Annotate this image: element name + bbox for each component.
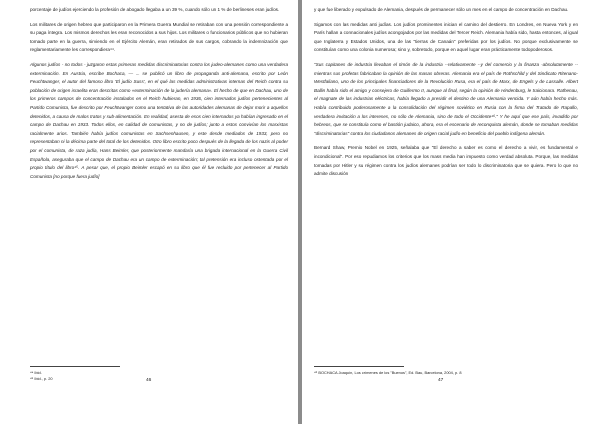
footnote-45: ⁴⁵ Ibid., p. 20 xyxy=(30,376,53,381)
footnote-44: ⁴⁴ Ibid. xyxy=(30,370,42,375)
right-paragraph-3: "Sus capitanes de industria llevaban el timón de la industria --relativamente --y del comercio y la finanza -absolutamente --mientras sus profetas fabricaban la opinión de las masas obreras. Alemania era el país de Rothschild y del Sindicato Ritenano-Westfaliano, uno de los principales financiadores de la Revolución Rusa, era el país de Marx, de Engels y de Lassalle. Albert Ballin había sido el amigo y consejero de Guillermo II, aunque al final, según la opinión de Hindenburg, le traicionara. Rathenau, el magnate de las industrias eléctricas, había llegado a presidir el destino de una Alemania vencida. Y aún había hecho más. Había contribuido poderosamente a la consolidación del régimen soviético en Rusia con la firma del Tratado de Rapallo, verdadera invitación a los intereses, no sólo de Alemania, sino de todo el Occidente⁴⁶." Y he aquí que ese país, invadido por hebreos, que se constituía como el bastión judaico, ahora, era el escenario de reconquista alemán, donde se tomaban medidas "discriminatorias" contra los ciudadanos alemanes de origen racial judío en beneficio del pueblo indígena alemán. xyxy=(314,61,578,136)
page-number: 47 xyxy=(438,378,444,383)
left-paragraph-3: Algunos judíos - no todos - juzgaron estas primeras medidas discriminatorias contra los judeo-alemanes como una verdadera exterminación. En Austria, escribe Bochaca, — ... se publicó un libro de propaganda anti-alemana, escrito por León Feuchtwanger, el autor del famoso libro 'El judío Suss', en el qué las medidas administrativas internas del Reich contra su población de origen israelita eran descritas como «exterminación de la judería alemana». El hecho de que en Dachau, uno de los primeros campos de concentración instalados en el Reich hubieran, en 1936, cien internados judíos pertenecientes al Partido Comunista, fue descrito por Feuchtwanger como una tentativa de las autoridades alemanas de dejar morir a aquellos detenidos, a causa de malos tratos y sub-alimentación. En realidad, asesta de esos cien internados ya habían ingresado en el campo de Dachau en 1933. Todos ellos, en calidad de comunistas, y no de judíos; junto a estos convivían los marxistas racialmente arios. También había judíos comunistas en Sachsenhausen, y este desde mediados de 1933, pero no representaban ni la décima parte del total de los detenidos. Otro libro escrito poco después de la llegada de los nazis al poder por el comunista, de raza judía, Hans Beimler, que posteriormente mandaría una brigada internacional en la Guerra Civil Española, aseguraba que el campo de Dachau era un campo de exterminación; tal pretensión era incluso ostentada por el propio título del libro⁴⁵. A pesar que, el propio Beimler escapó en su libro que él fue recluido por pertenecer al Partido Comunista [no porque fuera judío] xyxy=(30,61,288,179)
footnote-rule xyxy=(314,366,404,367)
right-paragraph-2: Sigamos con las medidas anti judías. Los judíos prominentes inician el camino del destierro. En Londres, en Nueva York y en París hallan a connacionales judíos acongojados por las medidas del Tercer Reich. Alemania había sido, hasta entonces, al igual que Inglaterra y Estados Unidos, una de las "tierras de Canaán" preferidas por los judíos. No porque exclusivamente se constituían como una colonia numerosa; sino y, sobretodo, porque en aquel lugar eran prácticamente todopoderosos. xyxy=(314,21,578,53)
left-page xyxy=(0,0,298,424)
right-paragraph-4: Bernard Shaw, Premio Nobel en 1925, señalaba que "El derecho a saber es como el derecho a vivir, es fundamental e incondicional". Por eso repudiamos los criterios que los mass media han impuesto como verdad absoluta. Porque, las medidas tomadas por Hitler y su régimen contra los judíos alemanes podrían ser todo lo discriminatoria que se quiera. Pero lo que no admite discusión xyxy=(314,145,578,177)
page-number: 46 xyxy=(146,378,152,383)
footnote-rule xyxy=(30,366,120,367)
left-paragraph-2: Los militares de origen hebreo que participaron en la Primera Guerra Mundial se retiraban con una pensión correspondiente a su paga íntegra. Los mismos derechos les eran reconocidos a sus hijos. Los militares o funcionarios públicos que no hubieran tomado parte en la guerra, sirviendo en el Ejército Alemán, eran retirados de sus cargos, cobrando la indemnización que reglamentariamente les correspondiera⁴⁴. xyxy=(30,21,288,53)
right-paragraph-1: y que fue liberado y expulsado de Alemania, después de permanecer sólo un mes en el campo de concentración en Dachau. xyxy=(314,7,569,12)
right-page xyxy=(302,0,600,424)
footnote-46: ⁴⁶ BOCHACA Joaquín, Los crímenes de los "Buenos", Ed. Bau, Barcelona, 2004, p. 8 xyxy=(314,370,462,375)
left-paragraph-1: porcentaje de judíos ejerciendo la profesión de abogado llegaba a un 39 %, cuando sólo un 1 % de berlineses eran judíos. xyxy=(30,7,280,12)
